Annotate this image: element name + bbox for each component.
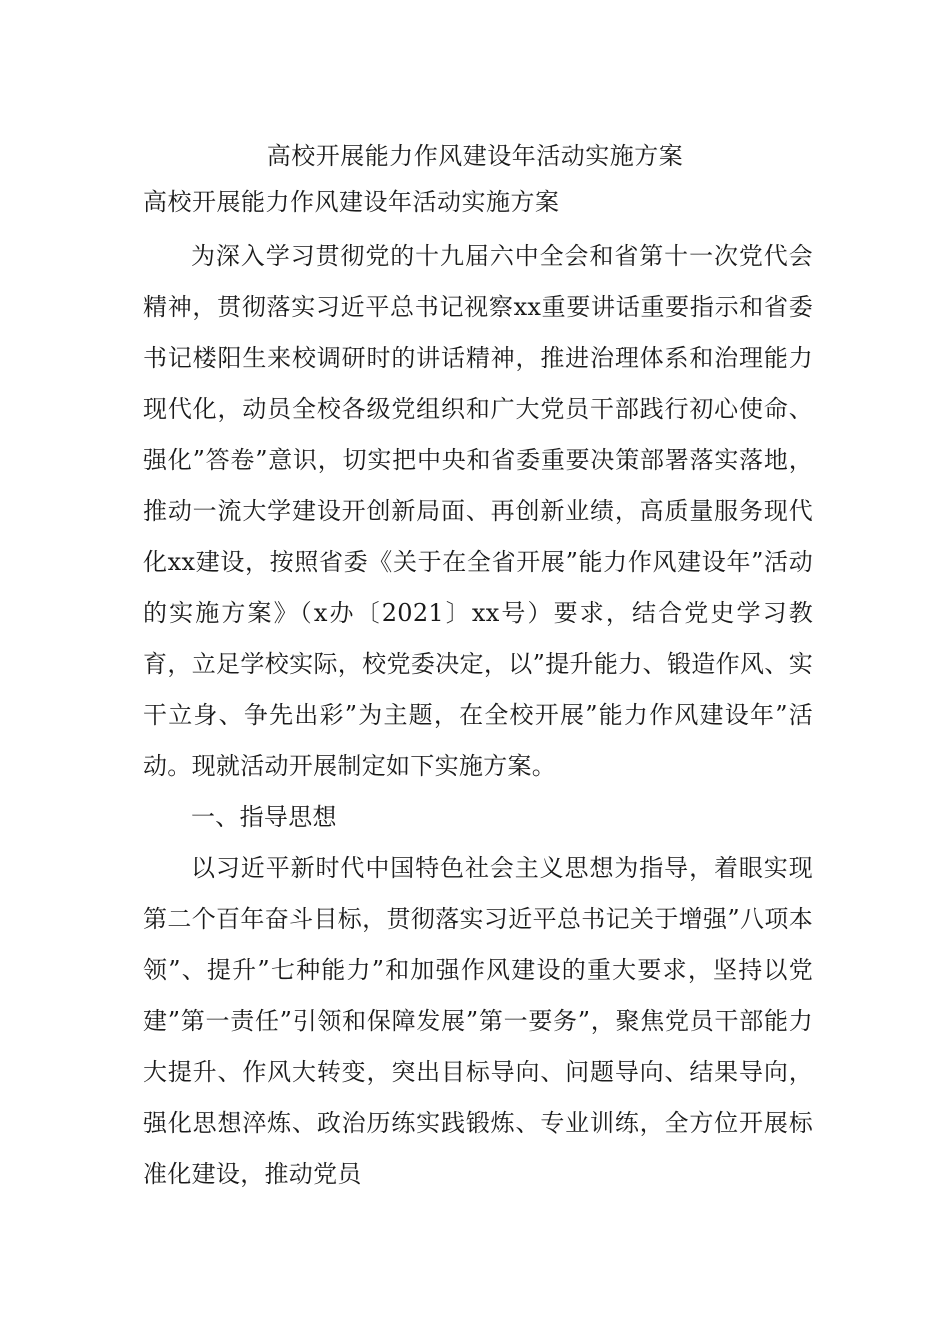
section-heading-guiding-ideology: 一、指导思想 — [191, 803, 337, 831]
paragraph-intro: 为深入学习贯彻党的十九届六中全会和省第十一次党代会精神，贯彻落实习近平总书记视察xx重要讲话重要指示和省委书记楼阳生来校调研时的讲话精神，推进治理体系和治理能力现代化，动员全校各级党组织和广大党员干部践行初心使命、强化”答卷”意识，切实把中央和省委重要决策部署落实落地，推动一流大学建设开创新局面、再创新业绩，高质量服务现代化xx建设，按照省委《关于在全省开展”能力作风建设年”活动的实施方案》（x办〔2021〕xx号）要求，结合党史学习教育，立足学校实际，校党委决定，以”提升能力、锻造作风、实干立身、争先出彩”为主题，在全校开展”能力作风建设年”活动。现就活动开展制定如下实施方案。 — [143, 242, 813, 780]
document-title: 高校开展能力作风建设年活动实施方案 — [266, 142, 684, 170]
paragraph-guiding-ideology: 以习近平新时代中国特色社会主义思想为指导，着眼实现第二个百年奋斗目标，贯彻落实习近平总书记关于增强”八项本领”、提升”七种能力”和加强作风建设的重大要求，坚持以党建”第一责任”引领和保障发展”第一要务”，聚焦党员干部能力大提升、作风大转变，突出目标导向、问题导向、结果导向，强化思想淬炼、政治历练实践锻炼、专业训练，全方位开展标准化建设，推动党员 — [143, 854, 813, 1188]
document-body — [143, 231, 813, 1200]
document-subtitle: 高校开展能力作风建设年活动实施方案 — [143, 188, 560, 216]
